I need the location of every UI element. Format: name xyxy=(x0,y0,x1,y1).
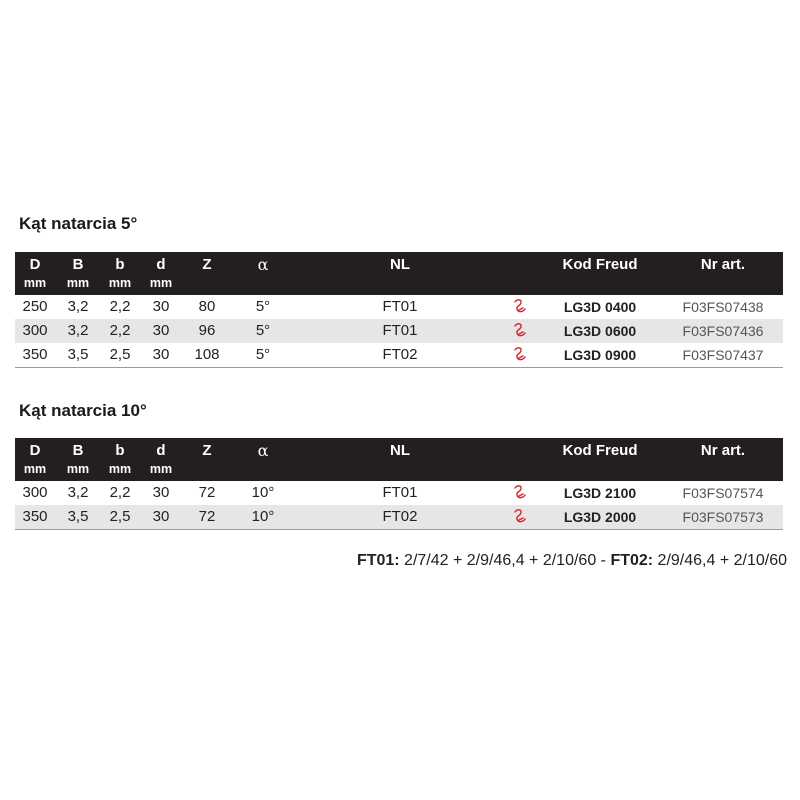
cell-Z: 72 xyxy=(198,508,216,525)
table-row xyxy=(15,295,783,319)
cell-D: 350 xyxy=(22,508,48,525)
sawblade-icon xyxy=(508,505,532,529)
col-header-b: b xyxy=(115,442,125,459)
col-header-Z: Z xyxy=(202,256,212,273)
table-rake-5 xyxy=(15,252,783,367)
cell-B: 3,2 xyxy=(67,322,89,339)
sawblade-icon xyxy=(508,319,532,343)
footnote-ft01-value: 2/7/42 + 2/9/46,4 + 2/10/60 - xyxy=(399,552,611,569)
cell-NL: FT01 xyxy=(382,322,418,339)
cell-kod-freud: LG3D 2000 xyxy=(563,509,637,525)
col-header-Z: Z xyxy=(202,442,212,459)
footnote-ft01-label: FT01: xyxy=(356,552,400,569)
col-header-nr-art: Nr art. xyxy=(700,256,746,273)
unit-B: mm xyxy=(66,462,90,476)
cell-nr-art: F03FS07573 xyxy=(682,509,764,525)
cell-b: 2,2 xyxy=(109,484,131,501)
cell-alpha: 5° xyxy=(255,346,271,363)
col-header-b: b xyxy=(115,256,125,273)
col-header-B: B xyxy=(72,442,84,459)
section-title-rake-5: Kąt natarcia 5° xyxy=(19,214,138,233)
cell-d: 30 xyxy=(152,484,170,501)
col-header-B: B xyxy=(72,256,84,273)
cell-kod-freud: LG3D 0900 xyxy=(563,347,637,363)
section-title-rake-10: Kąt natarcia 10° xyxy=(19,401,147,420)
unit-D: mm xyxy=(23,462,47,476)
unit-D: mm xyxy=(23,276,47,290)
sawblade-icon xyxy=(508,343,532,367)
cell-nr-art: F03FS07437 xyxy=(682,347,764,363)
cell-B: 3,2 xyxy=(67,298,89,315)
footnote-ft02-label: FT02: xyxy=(610,552,654,569)
cell-b: 2,5 xyxy=(109,346,131,363)
cell-B: 3,2 xyxy=(67,484,89,501)
col-header-kod-freud: Kod Freud xyxy=(562,442,638,459)
cell-D: 350 xyxy=(22,346,48,363)
cell-D: 250 xyxy=(22,298,48,315)
col-header-NL: NL xyxy=(390,442,410,459)
sawblade-icon xyxy=(508,481,532,505)
footnote-tooth-config xyxy=(357,552,787,570)
cell-b: 2,2 xyxy=(109,322,131,339)
cell-b: 2,5 xyxy=(109,508,131,525)
cell-NL: FT02 xyxy=(382,346,418,363)
cell-Z: 72 xyxy=(198,484,216,501)
cell-nr-art: F03FS07436 xyxy=(682,323,764,339)
cell-d: 30 xyxy=(152,346,170,363)
cell-Z: 96 xyxy=(198,322,216,339)
table-bottom-rule xyxy=(15,367,783,368)
unit-b: mm xyxy=(108,276,132,290)
cell-alpha: 10° xyxy=(251,508,275,525)
table-header xyxy=(15,252,783,295)
cell-Z: 108 xyxy=(194,346,220,363)
table-row xyxy=(15,343,783,367)
cell-d: 30 xyxy=(152,298,170,315)
cell-D: 300 xyxy=(22,484,48,501)
cell-D: 300 xyxy=(22,322,48,339)
table-header xyxy=(15,438,783,481)
cell-Z: 80 xyxy=(198,298,216,315)
cell-b: 2,2 xyxy=(109,298,131,315)
cell-kod-freud: LG3D 2100 xyxy=(563,485,637,501)
cell-alpha: 5° xyxy=(255,298,271,315)
cell-NL: FT01 xyxy=(382,298,418,315)
cell-NL: FT02 xyxy=(382,508,418,525)
table-row xyxy=(15,481,783,505)
col-header-alpha: α xyxy=(257,255,269,274)
col-header-D: D xyxy=(29,256,41,273)
cell-NL: FT01 xyxy=(382,484,418,501)
cell-kod-freud: LG3D 0600 xyxy=(563,323,637,339)
footnote-ft02-value: 2/9/46,4 + 2/10/60 xyxy=(653,552,787,569)
col-header-D: D xyxy=(29,442,41,459)
sawblade-icon xyxy=(508,295,532,319)
col-header-d: d xyxy=(156,442,166,459)
col-header-nr-art: Nr art. xyxy=(700,442,746,459)
cell-d: 30 xyxy=(152,508,170,525)
table-row xyxy=(15,319,783,343)
col-header-kod-freud: Kod Freud xyxy=(562,256,638,273)
table-row xyxy=(15,505,783,529)
unit-B: mm xyxy=(66,276,90,290)
col-header-NL: NL xyxy=(390,256,410,273)
table-rake-10 xyxy=(15,438,783,529)
cell-kod-freud: LG3D 0400 xyxy=(563,299,637,315)
table-bottom-rule xyxy=(15,529,783,530)
col-header-d: d xyxy=(156,256,166,273)
cell-B: 3,5 xyxy=(67,508,89,525)
cell-nr-art: F03FS07574 xyxy=(682,485,764,501)
cell-d: 30 xyxy=(152,322,170,339)
cell-nr-art: F03FS07438 xyxy=(682,299,764,315)
cell-alpha: 10° xyxy=(251,484,275,501)
cell-B: 3,5 xyxy=(67,346,89,363)
unit-b: mm xyxy=(108,462,132,476)
unit-d: mm xyxy=(149,462,173,476)
cell-alpha: 5° xyxy=(255,322,271,339)
unit-d: mm xyxy=(149,276,173,290)
col-header-alpha: α xyxy=(257,441,269,460)
